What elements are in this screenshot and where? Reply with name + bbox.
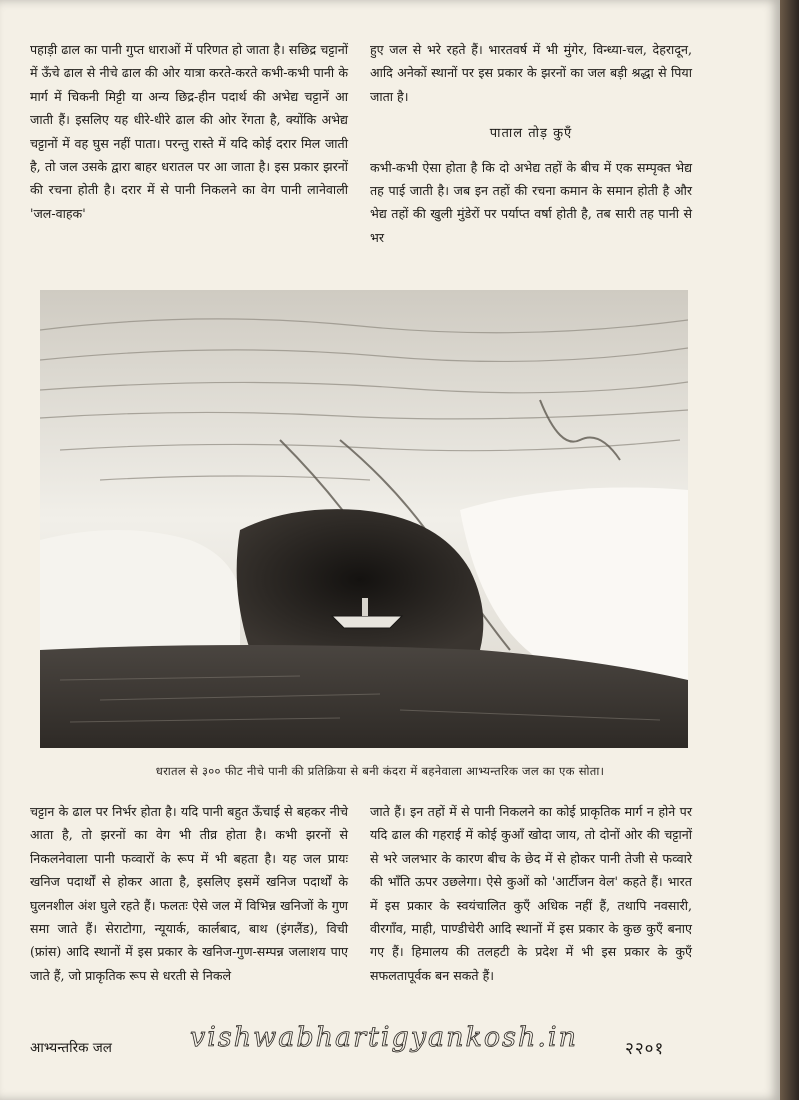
column-top-left [30,38,348,225]
paragraph: पहाड़ी ढाल का पानी गुप्त धाराओं में परिणत हो जाता है। सछिद्र चट्टानों में ऊँचे ढाल से नीचे ढाल की ओर यात्रा करते-करते कभी-कभी पानी के मार्ग में चिकनी मिट्टी या अन्य छिद्र-हीन पदार्थ की अभेद्य चट्टानें आ जाती हैं। इसलिए यह धीरे-धीरे ढाल की ओर रेंगता है, क्योंकि अभेद्य चट्टानों में वह घुस नहीं पाता। परन्तु रास्ते में यदि कोई दरार मिल जाती है, तो जल उसके द्वारा बाहर धरातल पर आ जाता है। इस प्रकार झरनों की रचना होती है। दरार में से पानी निकलने का वेग पानी लानेवाली 'जल-वाहक' [30,42,348,221]
photo-caption: धरातल से ३०० फीट नीचे पानी की प्रतिक्रिया से बनी कंदरा में बहनेवाला आभ्यन्तरिक जल का एक सोता। [155,764,605,778]
cave-photo [40,290,688,748]
paragraph: कभी-कभी ऐसा होता है कि दो अभेद्य तहों के बीच में एक सम्पृक्त भेद्य तह पाई जाती है। जब इन तहों की रचना कमान के समान होती है और भेद्य तहों की खुली मुंडेरों पर पर्याप्त वर्षा होती है, तब सारी तह पानी से भर [370,159,692,245]
column-top-right [370,38,692,249]
watermark: vishwabhartigyankosh.in [190,1022,578,1053]
section-heading: पाताल तोड़ कुएँ [489,126,573,142]
page-number: २२०१ [625,1039,665,1059]
cave-photo-icon [40,290,688,748]
paragraph: हुए जल से भरे रहते हैं। भारतवर्ष में भी मुंगेर, विन्ध्या-चल, देहरादून, आदि अनेकों स्थानों पर इस प्रकार के झरनों का जल बड़ी श्रद्धा से पिया जाता है। [370,42,692,104]
paragraph: चट्टान के ढाल पर निर्भर होता है। यदि पानी बहुत ऊँचाई से बहकर नीचे आता है, तो झरनों का वेग भी तीव्र होता है। कभी झरनों से निकलनेवाला पानी फव्वारों के रूप में भी बहता है। यह जल प्रायः खनिज पदार्थों से होकर आता है, इसलिए इसमें खनिज पदार्थों के घुलनशील अंश घुले रहते हैं। फलतः ऐसे जल में विभिन्न खनिजों के गुण समा जाते हैं। सेराटोगा, न्यूयार्क, कार्लबाद, बाथ (इंगलैंड), विची (फ्रांस) आदि स्थानों में इस प्रकार के खनिज-गुण-सम्पन्न जलाशय पाए जाते हैं, जो प्राकृतिक रूप से धरती से निकले [30,804,348,983]
column-bottom-left [30,800,348,987]
paragraph: जाते हैं। इन तहों में से पानी निकलने का कोई प्राकृतिक मार्ग न होने पर यदि ढाल की गहराई में कोई कुआँ खोदा जाय, तो दोनों ओर की चट्टानों से भरे जलभार के कारण बीच के छेद में से होकर पानी तेजी से फव्वारे की भाँति ऊपर उछलेगा। ऐसे कुओं को 'आर्टीजन वेल' कहते हैं। भारत में इस प्रकार के स्वयंचालित कुएँ अधिक नहीं हैं, तथापि नवसारी, वीरगाँव, माही, पाण्डीचेरी आदि स्थानों में इस प्रकार के कुछ कुएँ बनाए गए हैं। हिमालय की तलहटी के प्रदेश में भी इस प्रकार के कुएँ सफलतापूर्वक बन सकते हैं। [370,804,692,983]
running-footer: आभ्यन्तरिक जल [30,1040,112,1056]
column-bottom-right [370,800,692,987]
book-spine-edge [780,0,799,1100]
